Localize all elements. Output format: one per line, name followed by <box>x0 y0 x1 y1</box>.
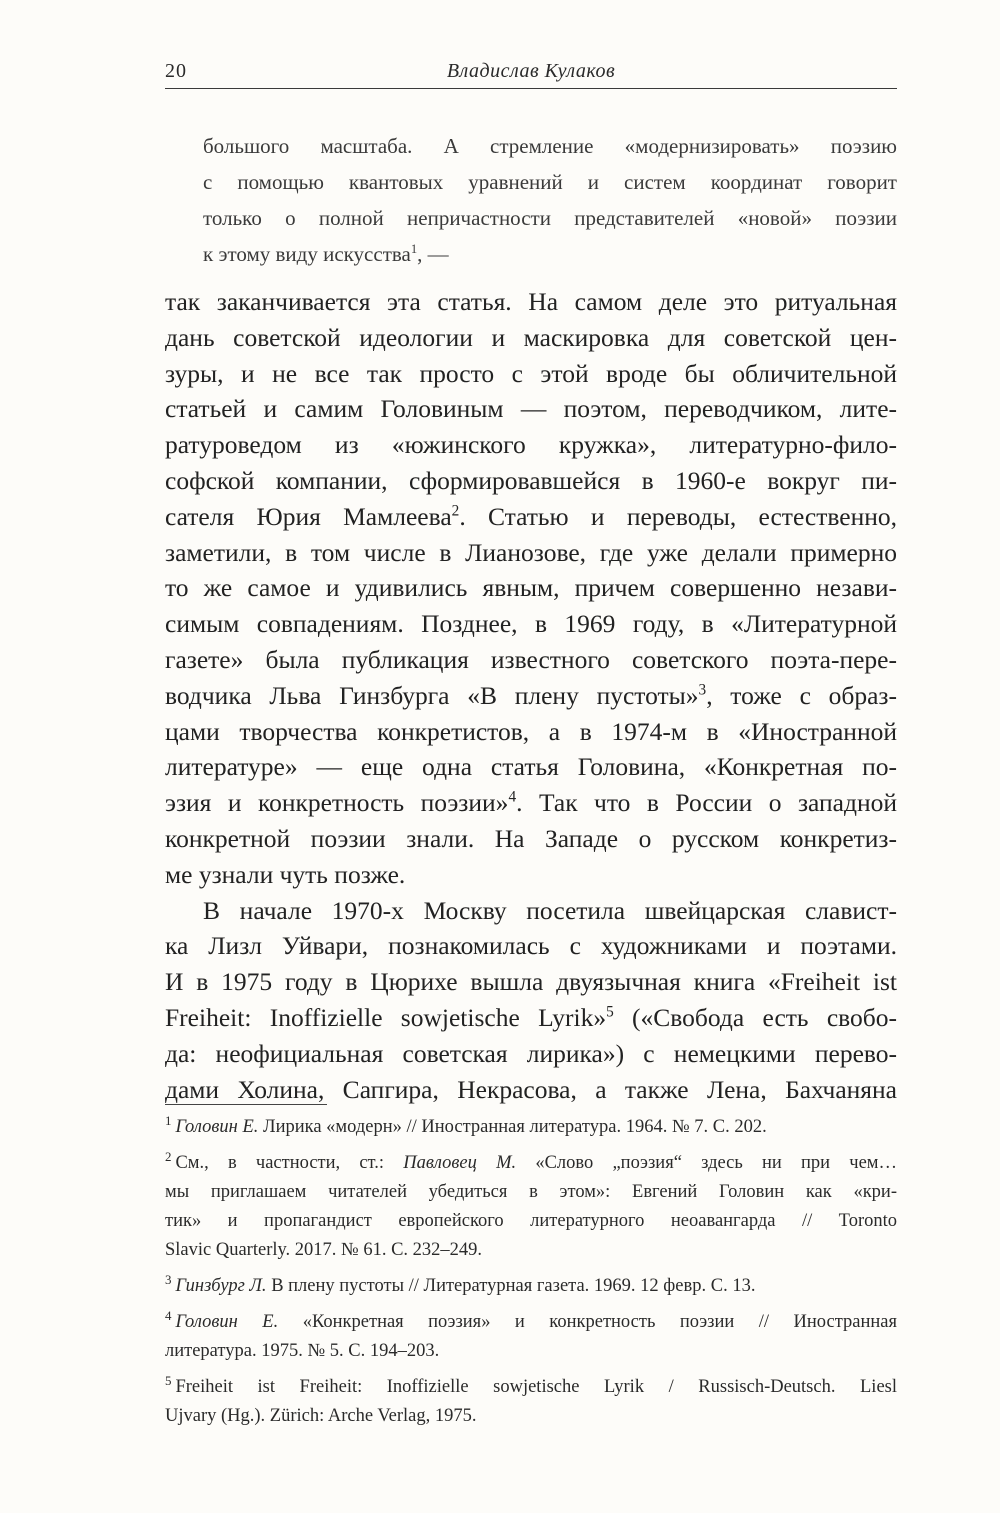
text-line: то же самое и удивились явным, причем совершенно незави- <box>165 573 897 603</box>
text-line: так заканчивается эта статья. На самом деле это ритуальная <box>165 287 897 316</box>
text-line: зуры, и не все так просто с этой вроде бы обличительной <box>165 358 897 388</box>
text-line: дань советской идеологии и маскировка для советской цен- <box>165 322 897 352</box>
quote-line: только о полной непричастности представителей «новой» поэзии <box>203 206 897 230</box>
footnote-number: 3 <box>165 1271 172 1287</box>
footnote-ref-4[interactable]: 4 <box>508 788 517 806</box>
main-text <box>165 284 897 1107</box>
running-title: Владислав Кулаков <box>446 60 616 82</box>
text-line: ка Лизл Уйвари, познакомилась с художниками и поэтами. <box>165 931 897 961</box>
quote-line: к этому виду искусства$^1$, — <box>203 242 449 266</box>
footnote-ref-3[interactable]: 3 <box>698 681 707 699</box>
footnote-2 <box>165 1149 897 1265</box>
text-line: Freiheit: Inoffizielle sowjetische Lyrik»$^5$ («Свобода есть свобо- <box>165 1002 897 1032</box>
footnote-line: литература. 1975. № 5. С. 194–203. <box>165 1341 440 1361</box>
text-line: водчика Льва Гинзбурга «В плену пустоты»$^3$, тоже с образ- <box>165 680 897 710</box>
footnote-line: $^4$ Головин Е. «Конкретная поэзия» и конкретность поэзии // Иностранная <box>165 1307 897 1332</box>
footnote-separator <box>165 1104 327 1105</box>
quote-line: с помощью квантовых уравнений и систем координат говорит <box>203 170 897 194</box>
text-line: дами Холина, Сапгира, Некрасова, а также Лена, Бахчаняна <box>165 1074 897 1104</box>
paragraph-1 <box>165 284 897 893</box>
footnote-number: 1 <box>165 1112 172 1128</box>
text-line: И в 1975 году в Цюрихе вышла двуязычная книга «Freiheit ist <box>165 967 897 997</box>
text-line: софской компании, сформировавшейся в 1960-е вокруг пи- <box>165 465 897 495</box>
text-line: эзия и конкретность поэзии»$^4$. Так что в России о западной <box>165 788 897 818</box>
text-line: В начале 1970-х Москву посетила швейцарская славист- <box>203 895 897 925</box>
text-line: сателя Юрия Мамлеева$^2$. Статью и переводы, естественно, <box>165 501 897 531</box>
footnote-3 <box>165 1272 897 1301</box>
text-line: да: неофициальная советская лирика») с немецкими перево- <box>165 1038 897 1068</box>
footnote-number: 2 <box>165 1148 172 1164</box>
footnote-ref-1[interactable]: 1 <box>410 242 418 256</box>
text-line: литературе» — еще одна статья Головина, «Конкретная по- <box>165 752 897 782</box>
footnote-line: $^1$ Головин Е. Лирика «модерн» // Иностранная литература. 1964. № 7. С. 202. <box>165 1112 767 1137</box>
footnote-ref-2[interactable]: 2 <box>451 502 460 520</box>
text-line: статьей и самим Головиным — поэтом, переводчиком, лите- <box>165 394 897 424</box>
footnote-4 <box>165 1308 897 1366</box>
footnote-line: Slavic Quarterly. 2017. № 61. С. 232–249. <box>165 1240 483 1260</box>
footnote-line: $^2$ См., в частности, ст.: Павловец М. «Слово „поэзия“ здесь ни при чем… <box>165 1148 898 1173</box>
footnote-ref-5[interactable]: 5 <box>606 1003 614 1021</box>
footnote-line: $^3$ Гинзбург Л. В плену пустоты // Литературная газета. 1969. 12 февр. С. 13. <box>165 1271 756 1296</box>
running-head <box>165 56 897 89</box>
footnote-number: 5 <box>165 1372 172 1388</box>
text-line: газете» была публикация известного советского поэта-пере- <box>165 644 897 674</box>
footnote-5 <box>165 1373 897 1431</box>
quote-line: большого масштаба. А стремление «модернизировать» поэзию <box>203 134 897 158</box>
text-line: цами творчества конкретистов, а в 1974-м в «Иностранной <box>165 716 897 746</box>
footnote-line: Ujvary (Hg.). Zürich: Arche Verlag, 1975. <box>165 1406 477 1426</box>
page-number: 20 <box>165 60 187 82</box>
text-line: заметили, в том числе в Лианозове, где уже делали примерно <box>165 537 897 567</box>
footnote-line: тик» и пропагандист европейского литературного неоавангарда // Toronto <box>165 1211 897 1231</box>
footnotes <box>165 1113 897 1438</box>
block-quote <box>203 128 897 272</box>
text-line: ратуроведом из «южинского кружка», литературно-фило- <box>165 430 897 460</box>
footnote-line: $^5$ Freiheit ist Freiheit: Inoffizielle sowjetische Lyrik / Russisch-Deutsch. Liesl <box>165 1372 897 1397</box>
footnote-number: 4 <box>165 1307 172 1323</box>
paragraph-2 <box>165 893 897 1108</box>
text-line: симым совпадениям. Позднее, в 1969 году, в «Литературной <box>165 609 897 639</box>
footnote-1 <box>165 1113 897 1142</box>
text-line: конкретной поэзии знали. На Западе о русском конкретиз- <box>165 823 897 853</box>
text-line: ме узнали чуть позже. <box>165 859 406 889</box>
footnote-line: мы приглашаем читателей убедиться в этом»: Евгений Головин как «кри- <box>165 1182 897 1202</box>
